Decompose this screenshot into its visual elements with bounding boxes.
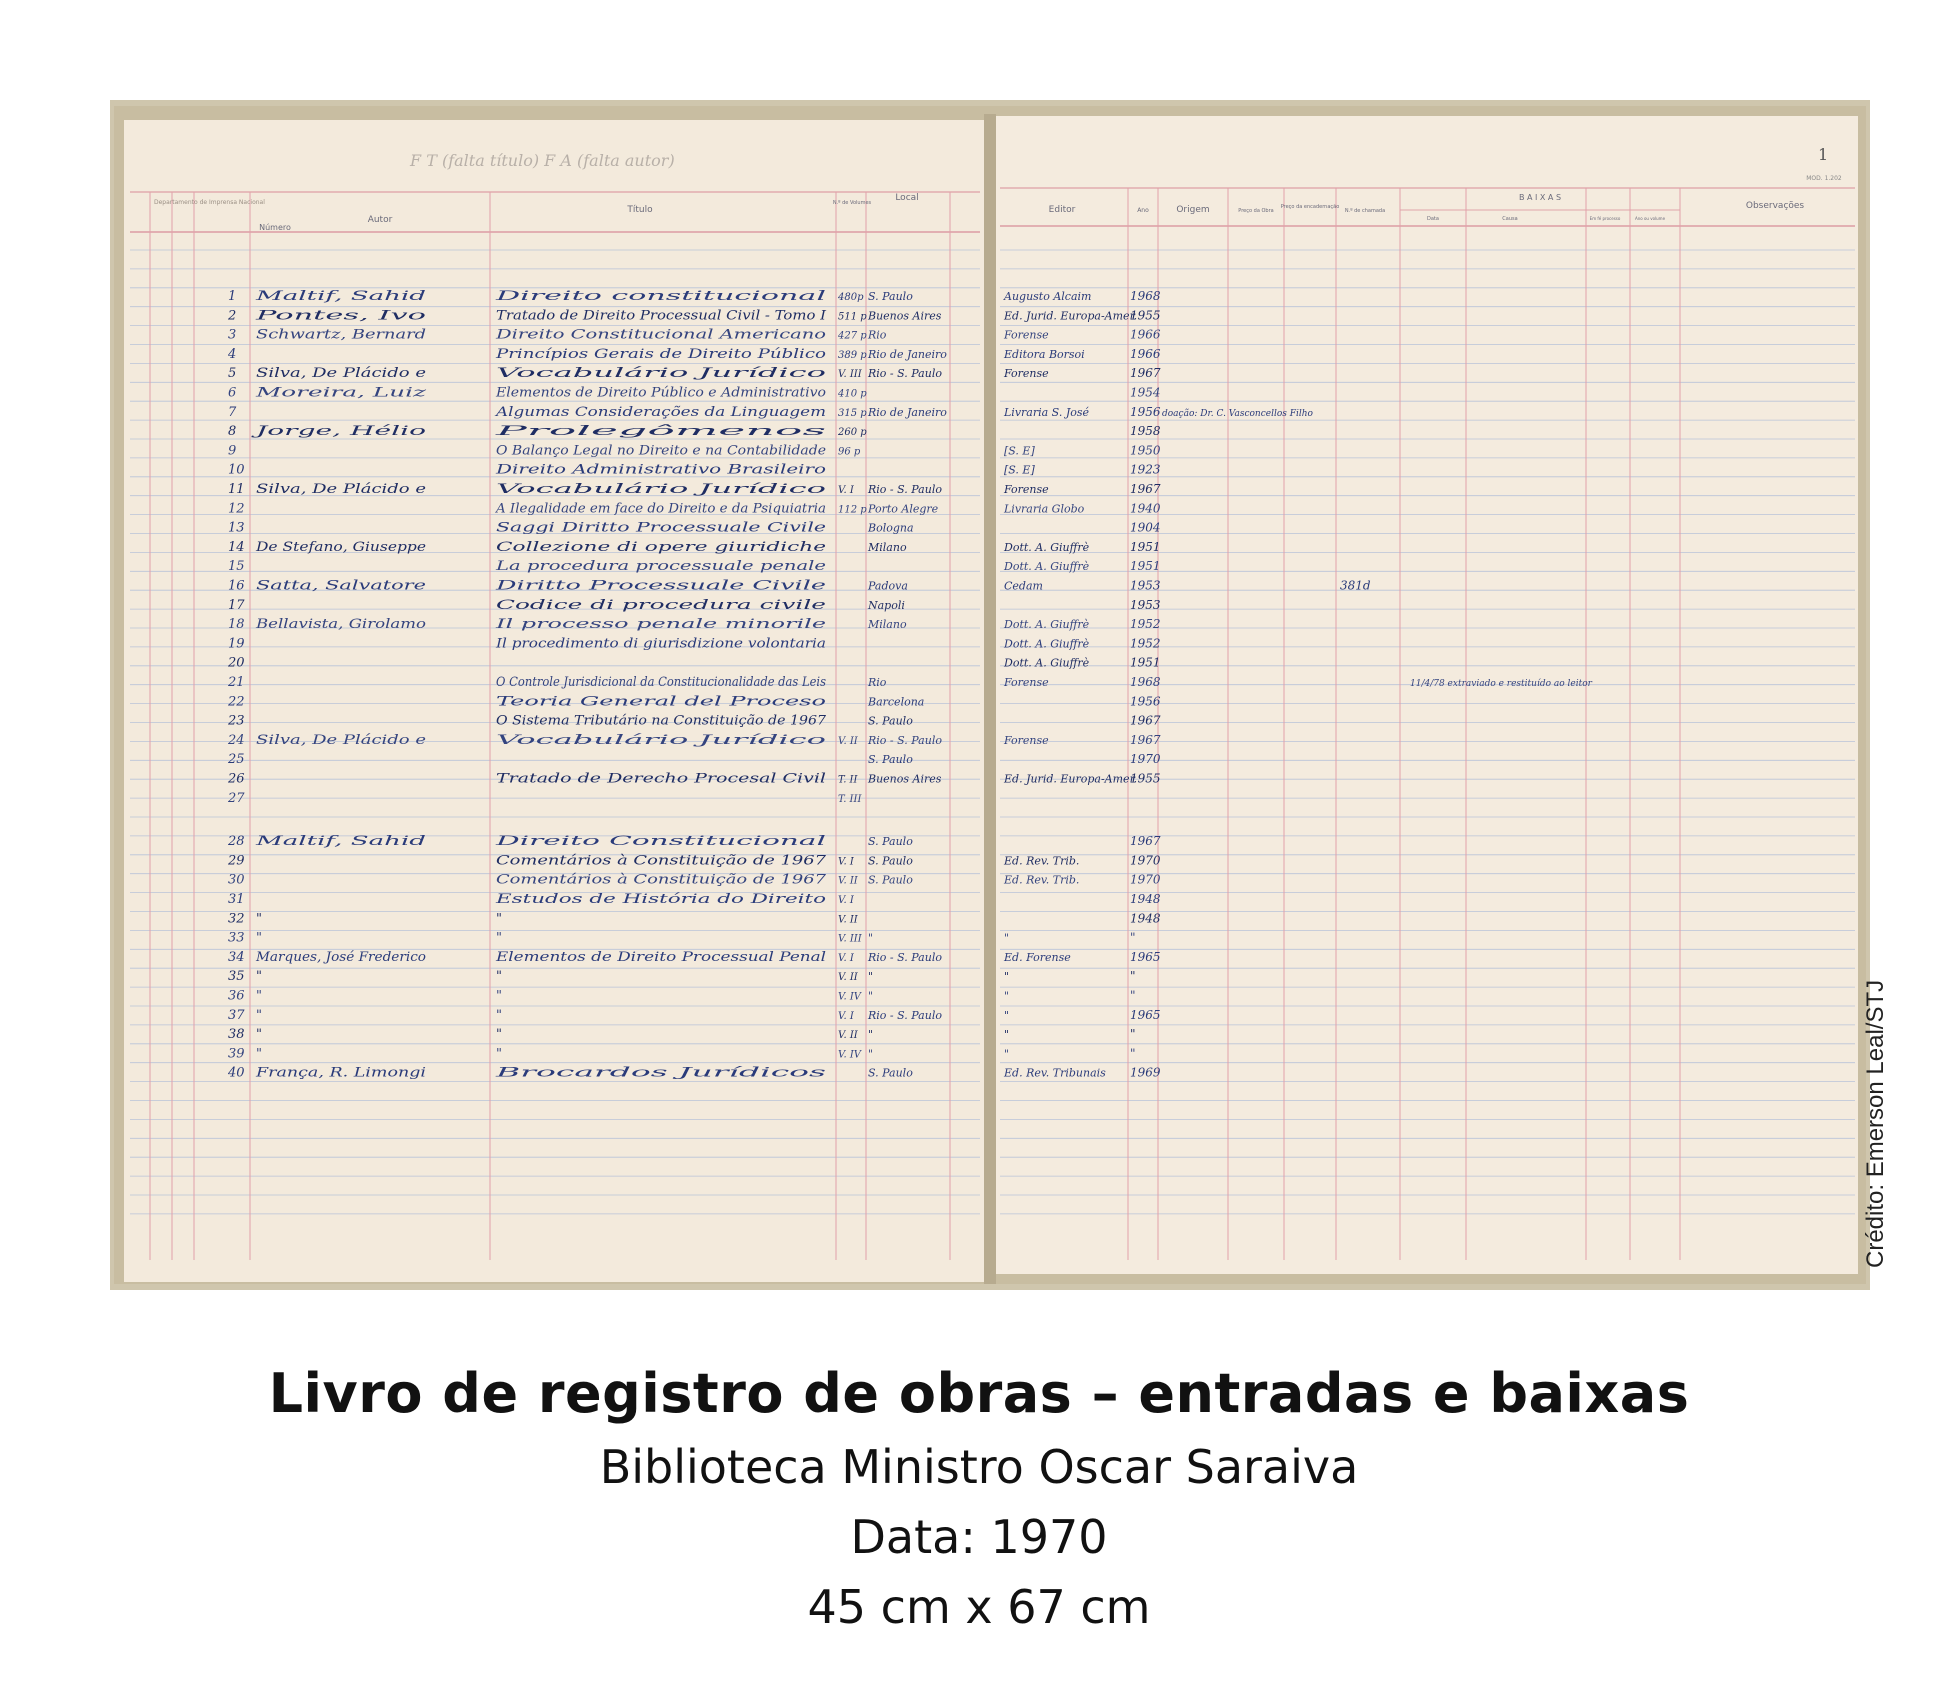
entry-year: 1967: [1130, 732, 1161, 747]
entry-publisher: ": [1004, 931, 1010, 945]
entry-volume: V. I: [838, 856, 854, 868]
entry-place: Rio de Janeiro: [868, 347, 947, 361]
entry-title: Il procedimento di giurisdizione volontaria: [494, 636, 826, 652]
entry-number: 27: [228, 790, 245, 806]
entry-publisher: Ed. Forense: [1004, 950, 1071, 964]
col-preco-enc: Preço da encadernação: [1280, 204, 1340, 210]
entry-volume: 511 p: [838, 311, 867, 323]
entry-origin: doação: Dr. C. Vasconcellos Filho: [1162, 408, 1313, 419]
entry-year: ": [1130, 969, 1136, 984]
entry-year: 1968: [1130, 289, 1161, 303]
entry-place: Rio - S. Paulo: [868, 950, 942, 964]
entry-author: ": [256, 1027, 262, 1043]
entry-call-number: 381d: [1340, 578, 1371, 593]
col-origem: Origem: [1176, 205, 1210, 215]
entry-volume: 389 p: [838, 349, 867, 361]
entry-title: ": [496, 1027, 502, 1043]
entry-number: 25: [228, 752, 245, 768]
entry-publisher: Ed. Jurid. Europa-Amer.: [1004, 772, 1138, 786]
entry-place: S. Paulo: [868, 1066, 913, 1080]
entry-publisher: ": [1004, 989, 1010, 1003]
entry-place: ": [868, 1047, 874, 1061]
entry-number: 18: [228, 617, 245, 633]
entry-publisher: ": [1004, 1047, 1010, 1061]
entry-author: Silva, De Plácido e: [256, 482, 427, 497]
col-baixas-causa: Causa: [1502, 216, 1518, 222]
entry-title: Vocabulário Jurídico: [496, 732, 827, 748]
entry-author: ": [256, 930, 262, 946]
entry-year: ": [1130, 1027, 1136, 1042]
entry-volume: 410 p: [838, 388, 867, 400]
entry-title: Teoria General del Proceso: [496, 694, 827, 710]
entry-title: O Controle Jurisdicional da Constitucionalidade das Leis: [496, 675, 827, 690]
entry-number: 30: [228, 872, 245, 888]
entry-number: 24: [228, 732, 245, 748]
entry-author: França, R. Limongi: [254, 1065, 426, 1081]
entry-publisher: Dott. A. Giuffrè: [1004, 560, 1090, 574]
caption-date: Data: 1970: [850, 1510, 1108, 1564]
entry-title: Elementos de Direito Processual Penal: [494, 949, 826, 965]
entry-title: Vocabulário Jurídico: [496, 366, 827, 382]
entry-year: 1970: [1130, 853, 1161, 868]
entry-volume: V. II: [838, 914, 858, 926]
entry-publisher: Livraria S. José: [1004, 405, 1090, 419]
entry-publisher: Forense: [1004, 367, 1049, 381]
entry-year: 1954: [1130, 385, 1161, 400]
entry-volume: V. II: [838, 735, 858, 747]
entry-publisher: Dott. A. Giuffrè: [1004, 637, 1090, 651]
entry-place: Rio - S. Paulo: [868, 1008, 942, 1022]
entry-year: 1956: [1130, 404, 1161, 419]
entry-author: ": [256, 1007, 262, 1023]
entry-number: 2: [228, 308, 237, 324]
entry-place: ": [868, 970, 874, 984]
entry-number: 36: [228, 988, 245, 1004]
entry-title: ": [496, 1007, 502, 1023]
entry-number: 9: [228, 443, 237, 459]
entry-place: Milano: [868, 540, 907, 554]
entry-volume: 96 p: [838, 446, 861, 458]
entry-title: Estudos de História do Direito: [494, 892, 827, 907]
entry-author: Satta, Salvatore: [256, 578, 427, 594]
entry-place: Rio - S. Paulo: [868, 367, 942, 381]
entry-author: Moreira, Luiz: [254, 385, 427, 401]
entry-number: 7: [228, 404, 237, 420]
entry-year: 1948: [1130, 892, 1161, 906]
entry-place: Bologna: [868, 521, 914, 535]
entry-volume: V. IV: [838, 991, 862, 1003]
entry-title: Princípios Gerais de Direito Público: [494, 346, 827, 362]
ledger-photo: [110, 100, 1870, 1290]
entry-number: 20: [228, 655, 245, 671]
entry-number: 6: [228, 385, 237, 401]
entry-author: ": [256, 1046, 262, 1062]
entry-number: 3: [228, 327, 237, 343]
entry-author: Bellavista, Girolamo: [254, 617, 427, 633]
entry-title: ": [496, 1046, 502, 1062]
entry-place: Milano: [868, 618, 907, 632]
col-baixas: B A I X A S: [1518, 193, 1562, 202]
entry-author: Silva, De Plácido e: [256, 366, 427, 382]
col-titulo: Título: [627, 205, 653, 215]
entry-number: 39: [228, 1046, 245, 1062]
entry-number: 32: [228, 911, 245, 927]
page-number: 1: [1818, 145, 1829, 164]
pencil-note: F T (falta título) F A (falta autor): [410, 151, 675, 170]
entry-title: Direito constitucional: [493, 289, 826, 304]
entry-year: 1956: [1130, 694, 1161, 709]
entry-number: 10: [228, 462, 245, 478]
entry-title: Comentários à Constituição de 1967: [496, 853, 827, 869]
entry-volume: V. IV: [838, 1049, 862, 1061]
col-local: Local: [895, 193, 919, 203]
photo-credit: Crédito: Emerson Leal/STJ: [1862, 979, 1889, 1268]
entry-publisher: ": [1004, 1028, 1010, 1042]
entry-year: 1953: [1130, 578, 1161, 593]
entry-author: Marques, José Frederico: [254, 949, 427, 965]
entry-place: Napoli: [868, 598, 905, 612]
entry-publisher: Ed. Rev. Trib.: [1004, 854, 1080, 868]
entry-title: Direito Administrativo Brasileiro: [494, 462, 827, 478]
entry-volume: 260 p: [838, 427, 867, 439]
entry-number: 33: [228, 930, 245, 946]
entry-title: ": [496, 930, 502, 946]
entry-volume: V. I: [838, 1010, 854, 1022]
entry-year: 1965: [1130, 949, 1161, 964]
entry-publisher: [S. E]: [1004, 463, 1035, 477]
entry-year: 1950: [1130, 443, 1161, 458]
entry-publisher: Forense: [1004, 328, 1049, 342]
entry-year: 1955: [1130, 308, 1161, 323]
entry-year: 1940: [1130, 501, 1161, 516]
entry-place: ": [868, 989, 874, 1003]
entry-title: A Ilegalidade em face do Direito e da Psiquiatria: [494, 501, 826, 517]
entry-number: 17: [228, 597, 245, 613]
entry-author: ": [256, 911, 262, 927]
entry-place: S. Paulo: [868, 290, 913, 303]
entry-place: S. Paulo: [868, 753, 913, 767]
entry-year: 1966: [1130, 346, 1161, 361]
entry-publisher: Ed. Rev. Tribunais: [1004, 1066, 1106, 1080]
entry-publisher: [S. E]: [1004, 444, 1035, 458]
entry-number: 12: [228, 501, 245, 517]
entry-volume: T. II: [838, 774, 858, 786]
entry-title: Algumas Considerações da Linguagem: [494, 404, 826, 420]
entry-year: 1958: [1130, 424, 1161, 439]
header-note: Departamento de Imprensa Nacional: [154, 199, 265, 206]
entry-year: 1923: [1130, 462, 1161, 477]
entry-place: Buenos Aires: [868, 309, 942, 323]
entry-year: 1966: [1130, 327, 1161, 342]
entry-number: 23: [228, 713, 245, 729]
entry-title: O Balanço Legal no Direito e na Contabilidade: [496, 443, 827, 459]
entry-title: Comentários à Constituição de 1967: [496, 872, 827, 888]
entry-volume: V. II: [838, 972, 858, 984]
entry-year: 1955: [1130, 771, 1161, 786]
entry-year: 1953: [1130, 597, 1161, 612]
entry-year: 1952: [1130, 617, 1161, 632]
entry-number: 38: [228, 1027, 245, 1043]
entry-year: 1952: [1130, 636, 1161, 651]
entry-publisher: Dott. A. Giuffrè: [1004, 540, 1090, 554]
caption-library: Biblioteca Ministro Oscar Saraiva: [599, 1440, 1359, 1494]
entry-place: S. Paulo: [868, 854, 913, 868]
entry-title: Tratado de Direito Processual Civil - Tomo I: [496, 308, 827, 324]
entry-title: Brocardos Jurídicos: [493, 1065, 827, 1081]
entry-volume: V. III: [838, 369, 862, 381]
entry-volume: V. I: [838, 895, 854, 906]
entry-place: Padova: [868, 579, 908, 593]
col-baixas-proc: Em fé processo: [1589, 216, 1621, 221]
entry-number: 4: [228, 346, 237, 362]
entry-author: Silva, De Plácido e: [256, 732, 427, 748]
entry-place: ": [868, 1028, 874, 1042]
entry-number: 16: [228, 578, 245, 594]
col-baixas-ano: Ano ou volume: [1634, 216, 1666, 221]
right-page: [996, 116, 1858, 1274]
col-numero: Número: [259, 223, 291, 232]
entry-publisher: Forense: [1004, 676, 1049, 689]
entry-title: Il processo penale minorile: [494, 617, 827, 633]
entry-number: 35: [228, 969, 245, 985]
entry-number: 21: [228, 675, 245, 690]
entry-number: 1: [228, 289, 237, 304]
entry-year: 1967: [1130, 713, 1161, 728]
entry-year: 1951: [1130, 539, 1161, 554]
entry-publisher: ": [1004, 970, 1010, 984]
entry-publisher: Augusto Alcaim: [1004, 290, 1092, 303]
entry-place: Rio - S. Paulo: [868, 483, 942, 496]
entry-volume: 427 p: [838, 330, 867, 342]
entry-author: Jorge, Hélio: [249, 424, 427, 440]
entry-publisher: Forense: [1004, 483, 1049, 496]
entry-volume: 315 p: [838, 407, 867, 419]
entry-title: ": [496, 969, 502, 985]
book-gutter: [984, 114, 996, 1284]
col-autor: Autor: [367, 215, 393, 225]
entry-year: 1968: [1130, 675, 1161, 689]
entry-number: 28: [228, 834, 245, 850]
entry-year: ": [1130, 1046, 1136, 1061]
entry-place: Buenos Aires: [868, 772, 942, 786]
entry-place: Rio: [868, 676, 887, 689]
entry-place: S. Paulo: [868, 714, 913, 728]
entry-title: La procedura processuale penale: [494, 559, 827, 575]
entry-year: ": [1130, 988, 1136, 1003]
entry-place: Rio de Janeiro: [868, 405, 947, 419]
entry-publisher: Livraria Globo: [1004, 502, 1085, 516]
entry-number: 15: [228, 559, 245, 575]
entry-year: 1970: [1130, 872, 1161, 887]
entry-place: ": [868, 931, 874, 945]
entry-title: Direito Constitucional Americano: [494, 327, 827, 343]
form-code: MOD. 1.202: [1806, 175, 1842, 182]
caption-dimensions: 45 cm x 67 cm: [807, 1580, 1151, 1634]
col-volumes: N.º de Volumes: [832, 200, 872, 206]
entry-number: 34: [228, 949, 245, 965]
entry-year: 1948: [1130, 911, 1161, 926]
entry-year: 1969: [1130, 1065, 1161, 1080]
entry-title: Codice di procedura civile: [496, 597, 827, 613]
entry-place: Porto Alegre: [868, 502, 939, 516]
entry-year: 1951: [1130, 559, 1161, 574]
entry-publisher: ": [1004, 1008, 1010, 1022]
entry-title: Direito Constitucional: [493, 834, 826, 850]
entry-volume: V. II: [838, 875, 858, 887]
entry-publisher: Editora Borsoi: [1004, 347, 1085, 361]
entry-place: S. Paulo: [868, 873, 913, 887]
entry-publisher: Ed. Rev. Trib.: [1004, 873, 1080, 887]
entry-publisher: Forense: [1004, 733, 1049, 747]
entry-number: 8: [228, 424, 237, 440]
entry-author: Schwartz, Bernard: [256, 327, 426, 343]
entry-number: 14: [228, 539, 245, 555]
col-chamada: N.º de chamada: [1344, 208, 1386, 214]
entry-title: Vocabulário Jurídico: [496, 482, 827, 497]
entry-year: 1967: [1130, 482, 1161, 496]
left-page: [124, 120, 984, 1282]
entry-title: Prolegômenos: [492, 424, 828, 440]
caption-title: Livro de registro de obras – entradas e baixas: [268, 1362, 1690, 1425]
entry-volume: V. III: [838, 933, 862, 945]
col-ano: Ano: [1137, 207, 1149, 214]
entry-year: 1951: [1130, 655, 1161, 670]
entry-author: De Stefano, Giuseppe: [254, 539, 427, 555]
entry-removal: 11/4/78 extraviado e restituído ao leitor: [1410, 679, 1592, 689]
entry-title: O Sistema Tributário na Constituição de 1967: [496, 713, 827, 729]
entry-title: ": [496, 911, 502, 927]
entry-place: Barcelona: [868, 695, 925, 709]
entry-publisher: Ed. Jurid. Europa-Amer.: [1004, 309, 1138, 323]
entry-author: ": [256, 969, 262, 985]
entry-year: 1970: [1130, 752, 1161, 767]
entry-author: ": [256, 988, 262, 1004]
entry-publisher: Cedam: [1004, 579, 1043, 593]
entry-number: 11: [228, 482, 245, 497]
col-observacoes: Observações: [1745, 201, 1805, 211]
entry-volume: V. II: [838, 1030, 858, 1042]
entry-year: 1904: [1130, 520, 1161, 535]
entry-year: ": [1130, 930, 1136, 945]
entry-author: Pontes, Ivo: [253, 308, 427, 324]
entry-title: Collezione di opere giuridiche: [496, 539, 827, 555]
entry-number: 5: [228, 366, 237, 382]
entry-volume: 112 p: [838, 504, 867, 516]
col-editor: Editor: [1048, 205, 1076, 215]
entry-number: 40: [228, 1065, 245, 1081]
entry-volume: 480p: [838, 292, 864, 303]
entry-author: Maltif, Sahid: [253, 834, 426, 850]
entry-title: Tratado de Derecho Procesal Civil: [496, 771, 826, 787]
entry-number: 29: [228, 853, 245, 869]
entry-place: Rio: [868, 328, 887, 342]
entry-author: Maltif, Sahid: [253, 289, 426, 304]
entry-place: Rio - S. Paulo: [868, 733, 942, 747]
entry-title: ": [496, 988, 502, 1004]
entry-title: Elementos de Direito Público e Administrativo: [494, 385, 827, 401]
entry-number: 37: [228, 1007, 245, 1023]
entry-volume: V. I: [838, 485, 854, 496]
entry-number: 31: [228, 892, 245, 907]
entry-publisher: Dott. A. Giuffrè: [1004, 656, 1090, 670]
entry-publisher: Dott. A. Giuffrè: [1004, 618, 1090, 632]
entry-volume: T. III: [838, 793, 862, 805]
entry-place: S. Paulo: [868, 835, 913, 849]
entry-year: 1967: [1130, 834, 1161, 849]
col-baixas-data: Data: [1427, 216, 1439, 222]
entry-number: 13: [228, 520, 245, 536]
col-preco-obra: Preço da Obra: [1238, 208, 1274, 214]
entry-title: Saggi Diritto Processuale Civile: [496, 520, 827, 536]
entry-year: 1967: [1130, 366, 1161, 381]
entry-title: Diritto Processuale Civile: [494, 578, 827, 594]
entry-volume: V. I: [838, 952, 854, 964]
entry-number: 26: [228, 771, 245, 787]
entry-number: 19: [228, 636, 245, 652]
entry-year: 1965: [1130, 1007, 1161, 1022]
entry-number: 22: [228, 694, 245, 710]
